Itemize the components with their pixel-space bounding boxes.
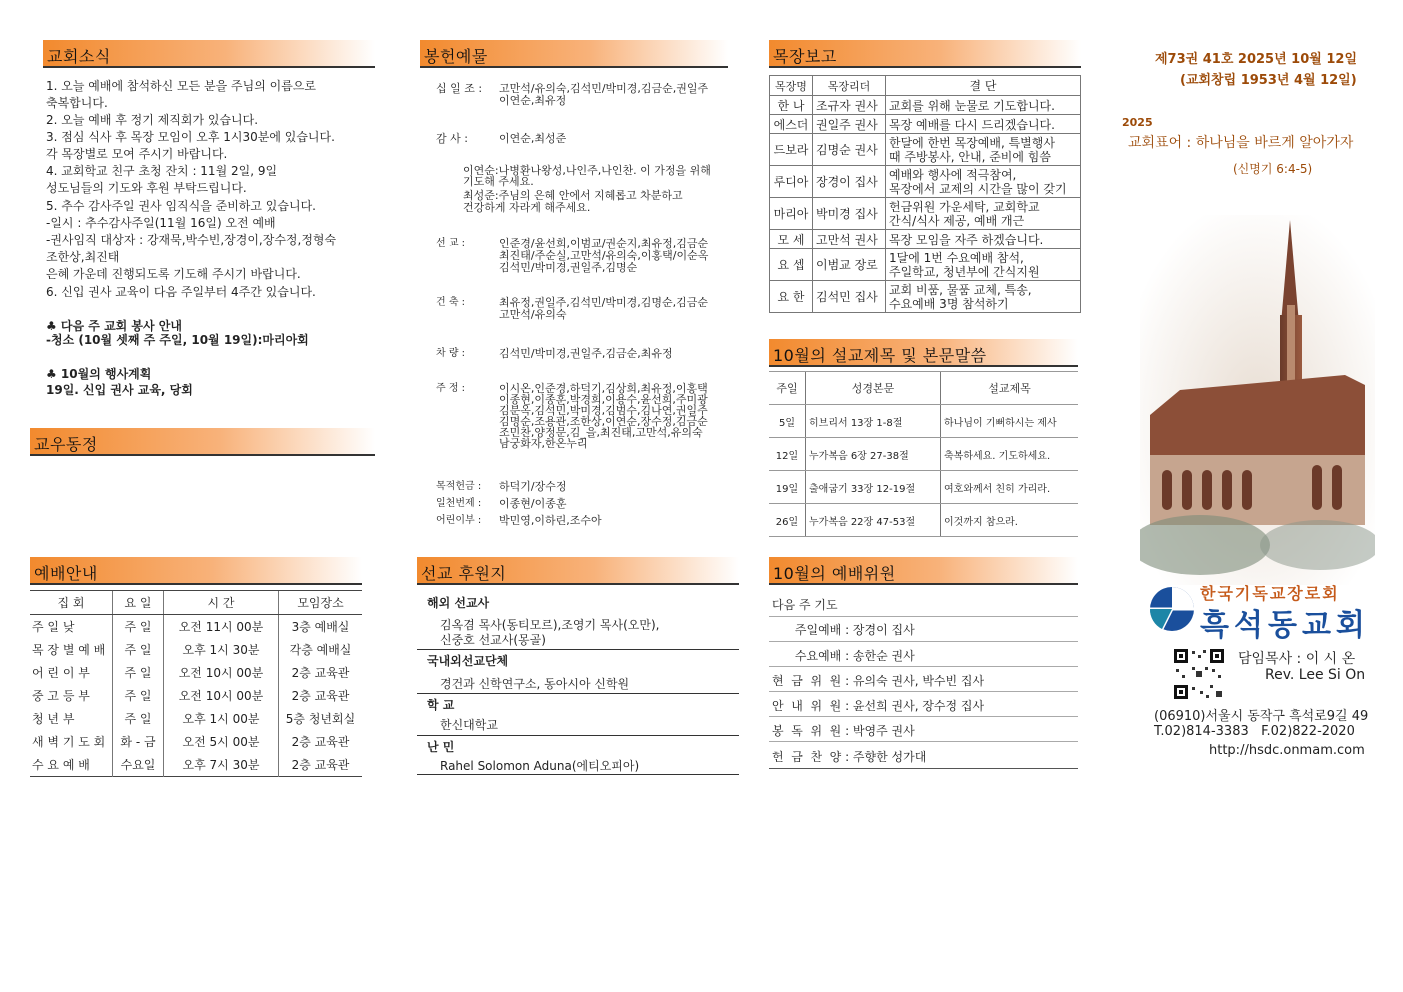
service-line: -청소 (10월 셋째 주 주일, 10월 19일):마리아회	[46, 333, 309, 347]
mission-group-line: 신중호 선교사(몽골)	[440, 633, 546, 647]
offering-names: 이연순,최유정	[499, 94, 567, 107]
table-row	[30, 707, 362, 730]
table-row	[769, 405, 1078, 438]
col-header: 모임장소	[279, 591, 363, 615]
table-row	[769, 438, 1078, 471]
cell-name: 드보라	[770, 134, 813, 166]
mission-header	[417, 557, 739, 585]
church-logo-icon	[1148, 585, 1196, 633]
cell: 2층 교육관	[279, 661, 363, 684]
cell-leader: 이범교 장로	[813, 249, 886, 281]
cell: 화 - 금	[113, 730, 164, 753]
issue-info: 제73권 41호 2025년 10월 12일	[1155, 52, 1357, 67]
divider	[769, 716, 1078, 717]
qr-code-icon	[1172, 647, 1226, 701]
offering-label: 차 량 :	[436, 348, 466, 359]
col-header: 집 회	[30, 591, 113, 615]
staff-row: 다음 주 기도	[772, 598, 838, 612]
offering-label: 감 사 :	[436, 132, 468, 145]
cell: 오후 1시 00분	[164, 707, 279, 730]
sermon-date: 26일	[769, 504, 806, 537]
cell: 주 일	[113, 661, 164, 684]
mission-group-head: 해외 선교사	[427, 596, 490, 610]
cell: 주 일	[113, 684, 164, 707]
offering-label: 건 축 :	[436, 297, 466, 308]
news-item: 6. 신입 권사 교육이 다음 주일부터 4주간 있습니다.	[46, 285, 316, 299]
table-row	[30, 615, 362, 639]
church-phone: T.02)814-3383 F.02)822-2020	[1154, 724, 1355, 739]
staff-row: 수요예배 : 송한순 권사	[772, 649, 915, 663]
church-name: 흑석동교회	[1200, 608, 1370, 643]
table-row	[30, 684, 362, 707]
offering-names: 이연순,최성준	[499, 132, 567, 145]
sermon-date: 5일	[769, 405, 806, 438]
col-header: 설교제목	[941, 372, 1079, 405]
offering-names: 최진태/주순실,고만석/유의숙,이홍택/이순옥	[499, 249, 709, 262]
table-row	[770, 249, 1081, 281]
cell-leader: 조규자 권사	[813, 96, 886, 115]
resolution-line: 수요예배 3명 참석하기	[889, 296, 1009, 311]
motto-year: 2025	[1122, 116, 1153, 129]
sermon-table	[769, 371, 1078, 537]
offering-names: 김석민/박미경,권일주,김명순	[499, 261, 638, 274]
news-title: 교회소식	[47, 47, 111, 66]
offering-header	[420, 40, 728, 68]
offering-names: 박민영,이하린,조수아	[499, 514, 602, 527]
table-row	[770, 230, 1081, 249]
cell-leader: 김명순 권사	[813, 134, 886, 166]
cell: 주 일	[113, 707, 164, 730]
resolution-line: 헌금위원 가운세탁, 교회학교	[889, 199, 1040, 214]
col-header: 결 단	[886, 76, 1081, 96]
cell: 주 일	[113, 615, 164, 639]
news-header	[43, 40, 375, 68]
worship-guide-title: 예배안내	[34, 564, 98, 583]
news-item: -권사임직 대상자 : 강재묵,박수빈,장경이,장수정,정형숙	[46, 233, 337, 247]
cell-resolution: 목장 예배를 다시 드리겠습니다.	[886, 115, 1081, 134]
table-row	[769, 504, 1078, 537]
sermon-date: 19일	[769, 471, 806, 504]
table-row	[30, 730, 362, 753]
cell: 수요일	[113, 753, 164, 777]
table-row	[30, 753, 362, 777]
cell: 새 벽 기 도 회	[32, 735, 106, 749]
table-row	[30, 638, 362, 661]
offering-note: 최성준:주님의 은혜 안에서 지혜롭고 차분하고	[463, 189, 683, 202]
cell-resolution	[886, 281, 1081, 313]
news-item: 은혜 가운데 진행되도록 기도해 주시기 바랍니다.	[46, 267, 301, 281]
offering-names: 인준경/윤선희,이범교/권순지,최유정,김금순	[499, 237, 709, 250]
event-title: ♣ 10월의 행사계획	[46, 367, 152, 381]
news-item: 3. 점심 식사 후 목장 모임이 오후 1시30분에 있습니다.	[46, 130, 335, 144]
offering-names: 하덕기/장수정	[499, 480, 567, 493]
table-row	[770, 198, 1081, 230]
cell: 5층 청년회실	[279, 707, 363, 730]
cell-report-table	[769, 75, 1081, 313]
cell-leader: 김석민 집사	[813, 281, 886, 313]
sermon-passage: 히브리서 13장 1-8절	[806, 405, 941, 438]
news-item: 축복합니다.	[46, 96, 108, 110]
cell-name: 요 셉	[770, 249, 813, 281]
col-header: 성경본문	[806, 372, 941, 405]
resolution-line: 예배와 행사에 적극참여,	[889, 167, 1017, 182]
mission-group-head: 학 교	[427, 698, 455, 712]
worship-guide-table	[30, 590, 362, 777]
cell-leader: 권일주 권사	[813, 115, 886, 134]
offering-names: 고만석/유의숙,김석민/박미경,김금순,권일주	[499, 82, 709, 95]
offering-names: 이종현/이종훈	[499, 497, 567, 510]
sermon-topic: 이것까지 참으라.	[941, 504, 1079, 537]
cell: 주 일 낮	[32, 620, 75, 634]
table-row	[770, 166, 1081, 198]
mission-group-line: 김옥겸 목사(동티모르),조영기 목사(오만),	[440, 618, 660, 632]
cell: 2층 교육관	[279, 753, 363, 777]
cell: 청 년 부	[32, 712, 75, 726]
offering-note: 이연순:나병환나왕성,나인주,나인찬. 이 가정을 위해	[463, 164, 711, 177]
cell-report-header	[769, 40, 1081, 68]
offering-label: 선 교 :	[436, 238, 466, 249]
cell: 2층 교육관	[279, 730, 363, 753]
cell-report-title: 목장보고	[773, 47, 837, 66]
cell-name: 한 나	[770, 96, 813, 115]
cell: 수 요 예 배	[32, 758, 90, 772]
service-title: ♣ 다음 주 교회 봉사 안내	[46, 319, 182, 333]
divider	[769, 666, 1078, 667]
table-row	[770, 115, 1081, 134]
news-item: 성도님들의 기도와 후원 부탁드립니다.	[46, 181, 247, 195]
sermon-passage: 누가복음 22장 47-53절	[806, 504, 941, 537]
table-row	[770, 281, 1081, 313]
news-item: 조한상,최진태	[46, 250, 120, 264]
cell: 주 일	[113, 638, 164, 661]
offering-names: 김석민/박미경,권일주,김금순,최유정	[499, 347, 673, 360]
cell: 오후 1시 30분	[164, 638, 279, 661]
staff-row: 헌 금 찬 양 : 주향한 성가대	[772, 750, 927, 764]
cell-name: 루디아	[770, 166, 813, 198]
cell: 오후 7시 30분	[164, 753, 279, 777]
news-item: 5. 추수 감사주일 권사 임직식을 준비하고 있습니다.	[46, 199, 316, 213]
news-item: 2. 오늘 예배 후 정기 제직회가 있습니다.	[46, 113, 259, 127]
cell-leader: 고만석 권사	[813, 230, 886, 249]
sermon-topic: 하나님이 기뻐하시는 제사	[941, 405, 1079, 438]
col-header: 목장리더	[813, 76, 886, 96]
cell: 오전 5시 00분	[164, 730, 279, 753]
cell-leader: 장경이 집사	[813, 166, 886, 198]
resolution-line: 주일학교, 청년부에 간식지원	[889, 264, 1040, 279]
divider	[417, 649, 739, 650]
staff-row: 안 내 위 원 : 윤선희 권사, 장수정 집사	[772, 699, 985, 713]
mission-group-head: 난 민	[427, 740, 455, 754]
offering-names: 김분옥,김석민,박미경,김범수,김나연,권일주	[499, 404, 708, 417]
news-item: 각 목장별로 모여 주시기 바랍니다.	[46, 147, 228, 161]
offering-names: 김명순,조용관,조한상,이연순,장수정,김금순	[499, 415, 708, 428]
sermon-passage: 누가복음 6장 27-38절	[806, 438, 941, 471]
offering-names: 조민찬,양정문,김_을,최진태,고만석,유의숙	[499, 426, 703, 439]
divider	[769, 768, 1078, 769]
news-item: 1. 오늘 예배에 참석하신 모든 분을 주님의 이름으로	[46, 79, 316, 93]
cell-resolution	[886, 134, 1081, 166]
table-row	[30, 661, 362, 684]
col-header: 주일	[769, 372, 806, 405]
offering-title: 봉헌예물	[424, 47, 488, 66]
cell-name: 마리아	[770, 198, 813, 230]
resolution-line: 한달에 한번 목장예배, 특별행사	[889, 135, 1055, 150]
divider	[769, 641, 1078, 642]
motto-verse: (신명기 6:4-5)	[1233, 162, 1313, 176]
cell-name: 모 세	[770, 230, 813, 249]
worship-staff-header	[769, 557, 1078, 585]
divider	[417, 735, 739, 736]
pastor-name: 담임목사 : 이 시 온	[1238, 651, 1356, 667]
offering-note: 건강하게 자라게 해주세요.	[463, 201, 591, 214]
cell: 오전 11시 00분	[164, 615, 279, 639]
col-header: 목장명	[770, 76, 813, 96]
news-item: -일시 : 추수감사주일(11월 16일) 오전 예배	[46, 216, 276, 230]
offering-label: 목적헌금 :	[436, 481, 482, 492]
cell-resolution	[886, 166, 1081, 198]
sermon-topic: 축복하세요. 기도하세요.	[941, 438, 1079, 471]
sermon-title: 10월의 설교제목 및 본문말씀	[773, 346, 987, 365]
table-row	[770, 96, 1081, 115]
event-line: 19일. 신입 권사 교육, 당회	[46, 383, 193, 397]
cell: 오전 10시 00분	[164, 661, 279, 684]
cell-name: 에스더	[770, 115, 813, 134]
sermon-header	[769, 339, 1078, 367]
sermon-date: 12일	[769, 438, 806, 471]
cell: 3층 예배실	[279, 615, 363, 639]
church-website-link[interactable]: http://hsdc.onmam.com	[1209, 743, 1365, 758]
sermon-topic: 여호와께서 친히 가리라.	[941, 471, 1079, 504]
cell-resolution: 교회를 위해 눈물로 기도합니다.	[886, 96, 1081, 115]
staff-row: 현 금 위 원 : 유의숙 권사, 박수빈 집사	[772, 674, 985, 688]
resolution-line: 목장에서 교제의 시간을 많이 갖기	[889, 181, 1067, 196]
offering-names: 이종현,이종훈,박경희,이용수,윤선희,주미광	[499, 393, 708, 406]
offering-names: 남궁화자,한온누리	[499, 437, 588, 450]
cell-resolution	[886, 198, 1081, 230]
offering-note: 기도해 주세요.	[463, 175, 534, 188]
resolution-line: 교회 비품, 물품 교체, 특송,	[889, 282, 1032, 297]
worship-staff-title: 10월의 예배위원	[773, 564, 896, 583]
offering-names: 최유정,권일주,김석민/박미경,김명순,김금순	[499, 296, 708, 309]
church-motto: 교회표어 : 하나님을 바르게 알아가자	[1128, 135, 1354, 151]
mission-group-head: 국내외선교단체	[427, 654, 509, 668]
mission-group-line: 한신대학교	[440, 718, 498, 732]
resolution-line: 간식/식사 제공, 예배 개근	[889, 213, 1025, 228]
sermon-passage: 출애굽기 33장 12-19절	[806, 471, 941, 504]
col-header: 시 간	[164, 591, 279, 615]
cell-leader: 박미경 집사	[813, 198, 886, 230]
denomination-name: 한국기독교장로회	[1200, 584, 1340, 603]
table-row	[770, 134, 1081, 166]
cell: 목 장 별 예 배	[32, 643, 106, 657]
church-building-image	[1140, 215, 1375, 585]
offering-label: 십 일 조 :	[436, 82, 483, 95]
offering-names: 이시온,인준경,하덕기,김상희,최유정,이홍택	[499, 382, 708, 395]
staff-row: 봉 독 위 원 : 박영주 권사	[772, 724, 915, 738]
members-news-header	[30, 428, 375, 456]
divider	[417, 774, 739, 775]
cell-resolution: 목장 모임을 자주 하겠습니다.	[886, 230, 1081, 249]
divider	[769, 741, 1078, 742]
founding-date: (교회창립 1953년 4월 12일)	[1180, 73, 1357, 88]
cell: 2층 교육관	[279, 684, 363, 707]
resolution-line: 때 주방봉사, 안내, 준비에 힘씀	[889, 149, 1051, 164]
cell: 어 린 이 부	[32, 666, 90, 680]
offering-label: 주 정 :	[436, 383, 466, 394]
cell-resolution	[886, 249, 1081, 281]
mission-group-line: Rahel Solomon Aduna(에티오피아)	[440, 759, 640, 773]
members-news-title: 교우동정	[34, 435, 98, 454]
cell: 각층 예배실	[279, 638, 363, 661]
church-address: (06910)서울시 동작구 흑석로9길 49	[1154, 709, 1369, 724]
col-header: 요 일	[113, 591, 164, 615]
mission-title: 선교 후원지	[421, 564, 507, 583]
resolution-line: 1달에 1번 수요예배 참석,	[889, 250, 1024, 265]
divider	[769, 616, 1078, 617]
staff-row: 주일예배 : 장경이 집사	[772, 623, 915, 637]
divider	[417, 693, 739, 694]
offering-label: 일천번제 :	[436, 498, 482, 509]
pastor-name-en: Rev. Lee Si On	[1265, 667, 1366, 683]
news-item: 4. 교회학교 친구 초청 잔치 : 11월 2일, 9일	[46, 164, 278, 178]
mission-group-line: 경건과 신학연구소, 동아시아 신학원	[440, 677, 630, 691]
offering-names: 고만석/유의숙	[499, 308, 567, 321]
worship-guide-header	[30, 557, 362, 585]
divider	[769, 691, 1078, 692]
offering-label: 어린이부 :	[436, 515, 482, 526]
cell: 중 고 등 부	[32, 689, 90, 703]
cell: 오전 10시 00분	[164, 684, 279, 707]
table-row	[769, 471, 1078, 504]
cell-name: 요 한	[770, 281, 813, 313]
